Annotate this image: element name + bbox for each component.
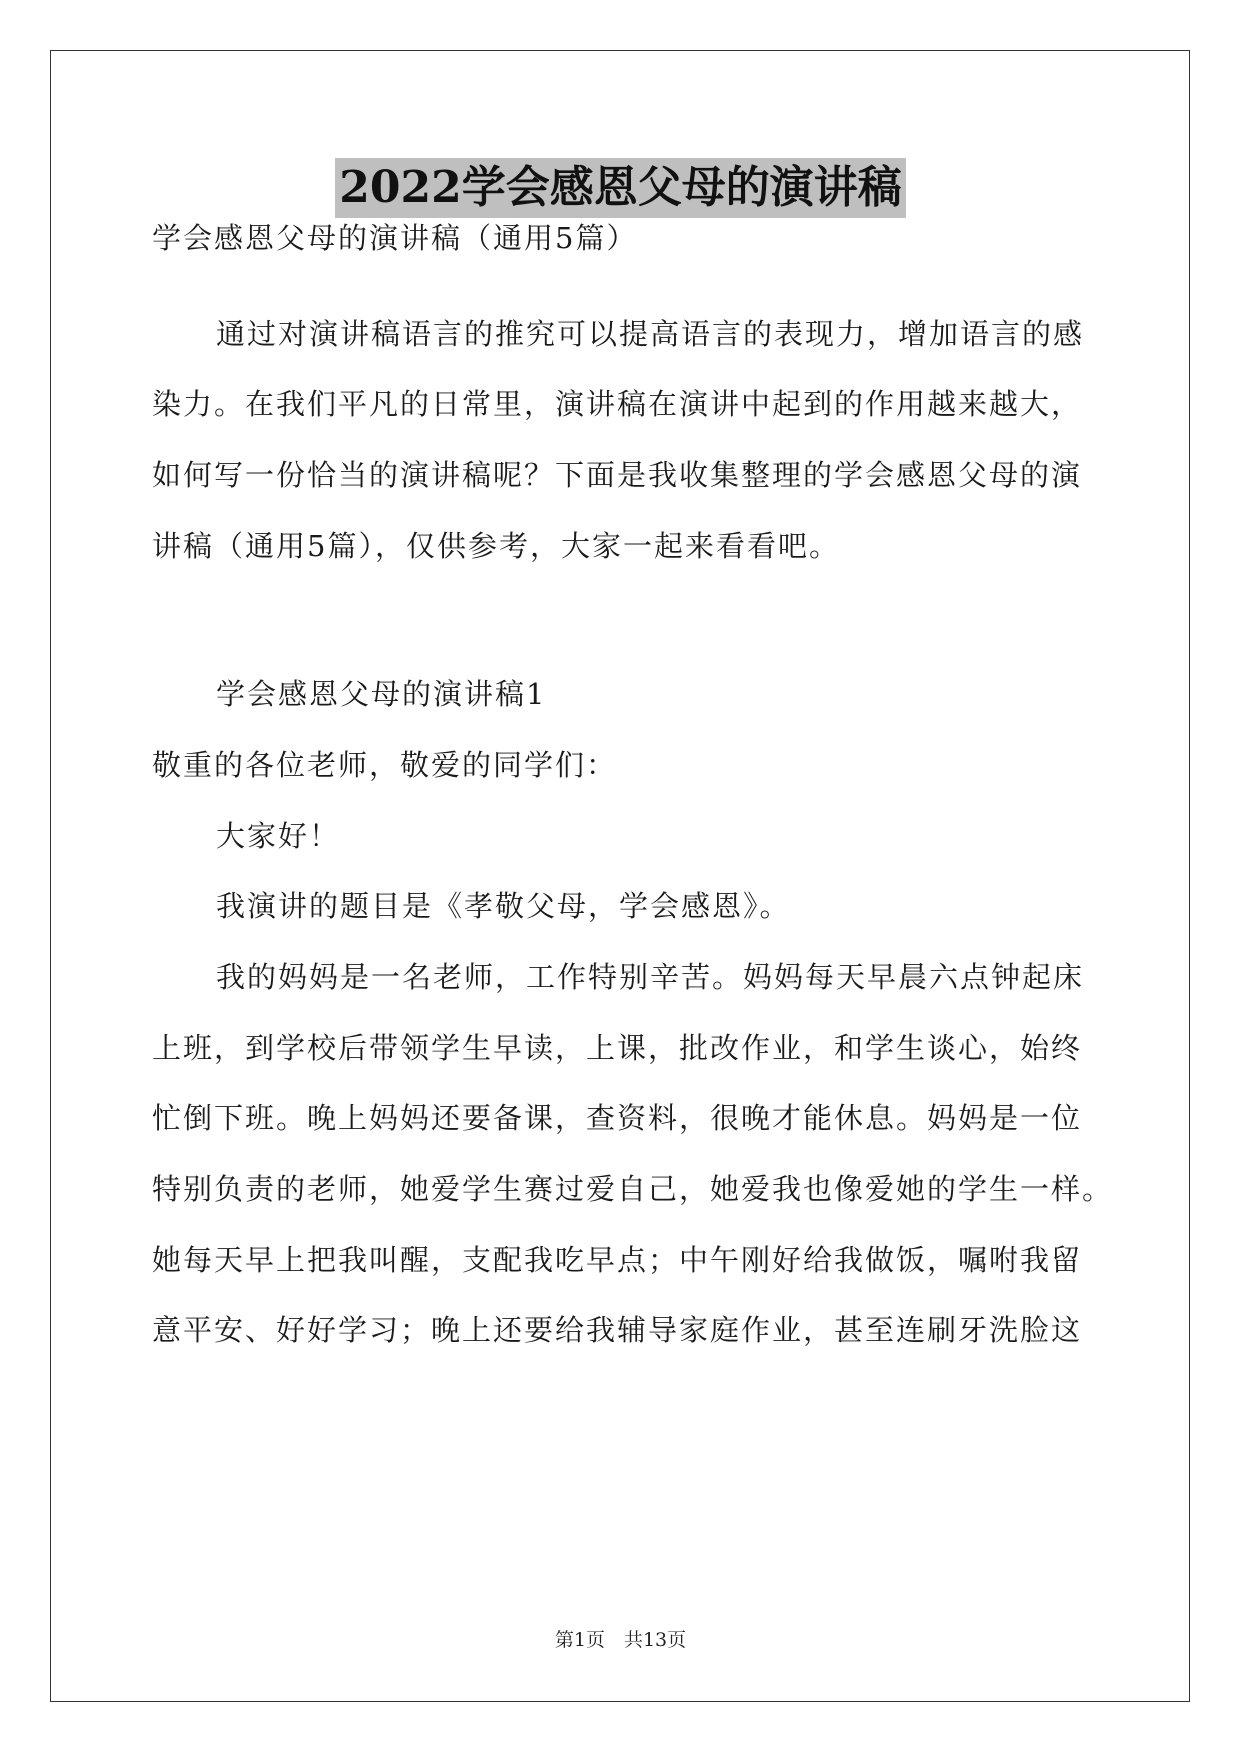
page-border xyxy=(50,50,1190,1702)
page-number-footer: 第1页 共13页 xyxy=(554,1629,687,1651)
topic-line: 我演讲的题目是《孝敬父母，学会感恩》。 xyxy=(216,889,791,923)
body-line-2: 上班，到学校后带领学生早读，上课，批改作业，和学生谈心，始终 xyxy=(152,1031,1083,1065)
body-line-4: 特别负责的老师，她爱学生赛过爱自己，她爱我也像爱她的学生一样。 xyxy=(152,1172,1114,1206)
document-subtitle: 学会感恩父母的演讲稿（通用5篇） xyxy=(152,221,638,255)
intro-line-1: 通过对演讲稿语言的推究可以提高语言的表现力，增加语言的感 xyxy=(216,317,1085,351)
intro-line-4: 讲稿（通用5篇），仅供参考，大家一起来看看吧。 xyxy=(152,529,840,563)
section-heading: 学会感恩父母的演讲稿1 xyxy=(216,677,547,711)
body-line-1: 我的妈妈是一名老师，工作特别辛苦。妈妈每天早晨六点钟起床 xyxy=(216,960,1085,994)
intro-line-2: 染力。在我们平凡的日常里，演讲稿在演讲中起到的作用越来越大， xyxy=(152,387,1083,421)
body-line-5: 她每天早上把我叫醒，支配我吃早点；中午刚好给我做饭，嘱咐我留 xyxy=(152,1243,1083,1277)
intro-line-3: 如何写一份恰当的演讲稿呢？下面是我收集整理的学会感恩父母的演 xyxy=(152,458,1083,492)
greeting: 大家好！ xyxy=(216,819,341,853)
document-title-wrapper xyxy=(0,158,1241,218)
body-line-6: 意平安、好好学习；晚上还要给我辅导家庭作业，甚至连刷牙洗脸这 xyxy=(152,1313,1083,1347)
document-title: 2022学会感恩父母的演讲稿 xyxy=(335,158,905,218)
salutation: 敬重的各位老师，敬爱的同学们： xyxy=(152,748,618,782)
body-line-3: 忙倒下班。晚上妈妈还要备课，查资料，很晚才能休息。妈妈是一位 xyxy=(152,1101,1083,1135)
